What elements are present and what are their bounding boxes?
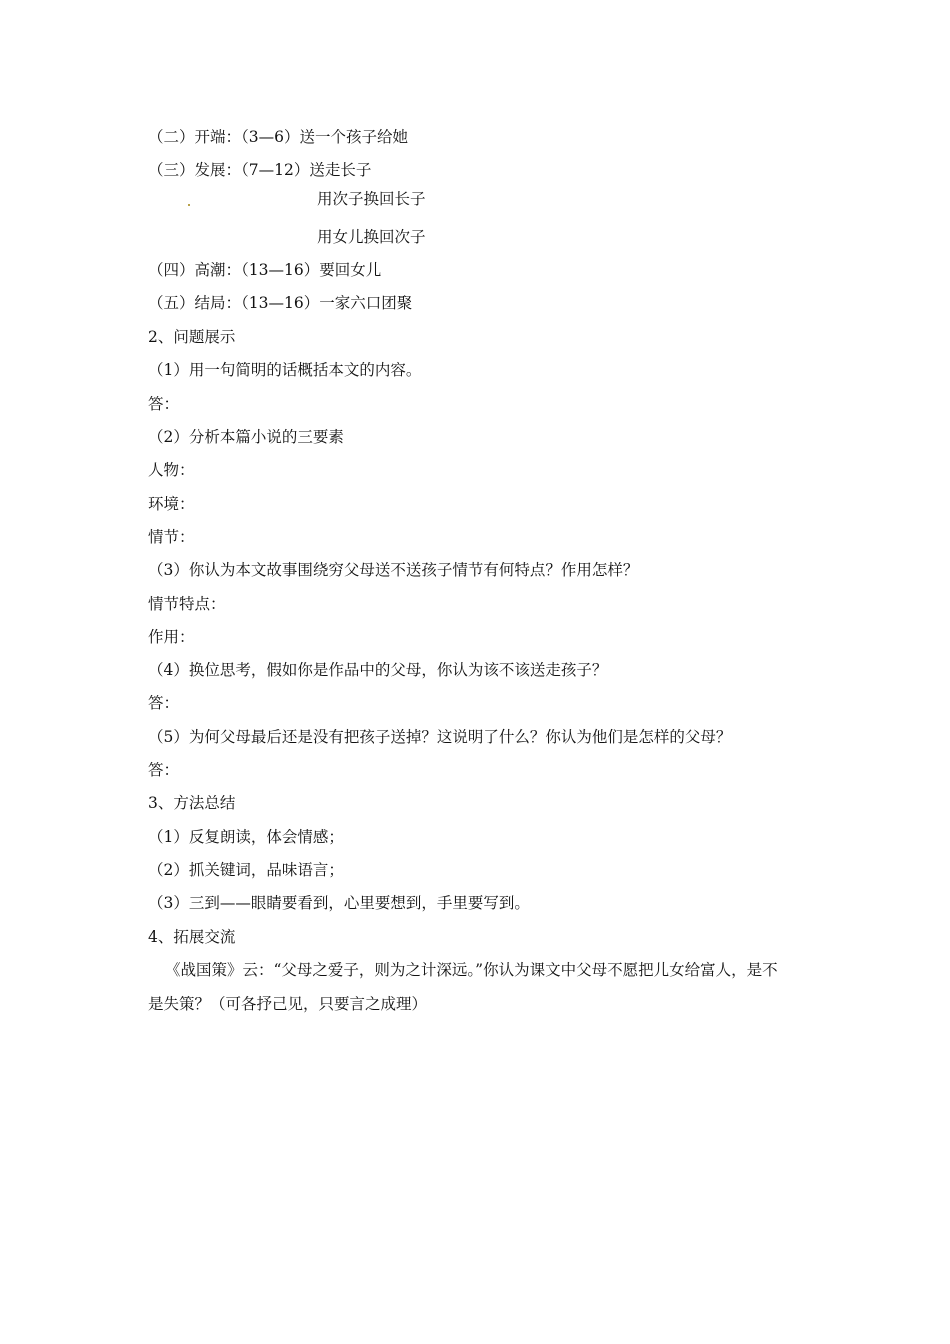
question-5: （5）为何父母最后还是没有把孩子送掉？这说明了什么？你认为他们是怎样的父母？ <box>148 728 732 746</box>
extension-heading: 4、拓展交流 <box>148 928 236 946</box>
questions-heading: 2、问题展示 <box>148 328 236 346</box>
question-3: （3）你认为本文故事围绕穷父母送不送孩子情节有何特点？作用怎样？ <box>148 561 639 579</box>
stray-mark <box>188 204 190 206</box>
answer-1: 答： <box>148 395 180 413</box>
method-1: （1）反复朗读，体会情感； <box>148 828 344 846</box>
plot-beginning: （二）开端：（3—6）送一个孩子给她 <box>148 128 408 146</box>
question-3-feature: 情节特点： <box>148 595 226 613</box>
plot-ending: （五）结局：（13—16）一家六口团聚 <box>148 294 413 312</box>
answer-4: 答： <box>148 694 180 712</box>
question-1: （1）用一句简明的话概括本文的内容。 <box>148 361 422 379</box>
question-2-environment: 环境： <box>148 495 195 513</box>
plot-climax: （四）高潮：（13—16）要回女儿 <box>148 261 382 279</box>
plot-development: （三）发展：（7—12）送走长子 <box>148 161 372 179</box>
answer-5: 答： <box>148 761 180 779</box>
extension-line-1: 《战国策》云：“父母之爱子，则为之计深远。”你认为课文中父母不愿把儿女给富人，是不 <box>165 961 778 979</box>
question-2: （2）分析本篇小说的三要素 <box>148 428 344 446</box>
question-3-function: 作用： <box>148 628 195 646</box>
question-2-characters: 人物： <box>148 461 195 479</box>
plot-development-3: 用女儿换回次子 <box>317 228 426 246</box>
plot-development-2: 用次子换回长子 <box>317 190 426 208</box>
method-heading: 3、方法总结 <box>148 794 236 812</box>
method-3: （3）三到——眼睛要看到，心里要想到，手里要写到。 <box>148 894 530 912</box>
method-2: （2）抓关键词，品味语言； <box>148 861 344 879</box>
question-2-plot: 情节： <box>148 528 195 546</box>
extension-line-2: 是失策？（可各抒己见，只要言之成理） <box>148 995 428 1013</box>
question-4: （4）换位思考，假如你是作品中的父母，你认为该不该送走孩子？ <box>148 661 608 679</box>
